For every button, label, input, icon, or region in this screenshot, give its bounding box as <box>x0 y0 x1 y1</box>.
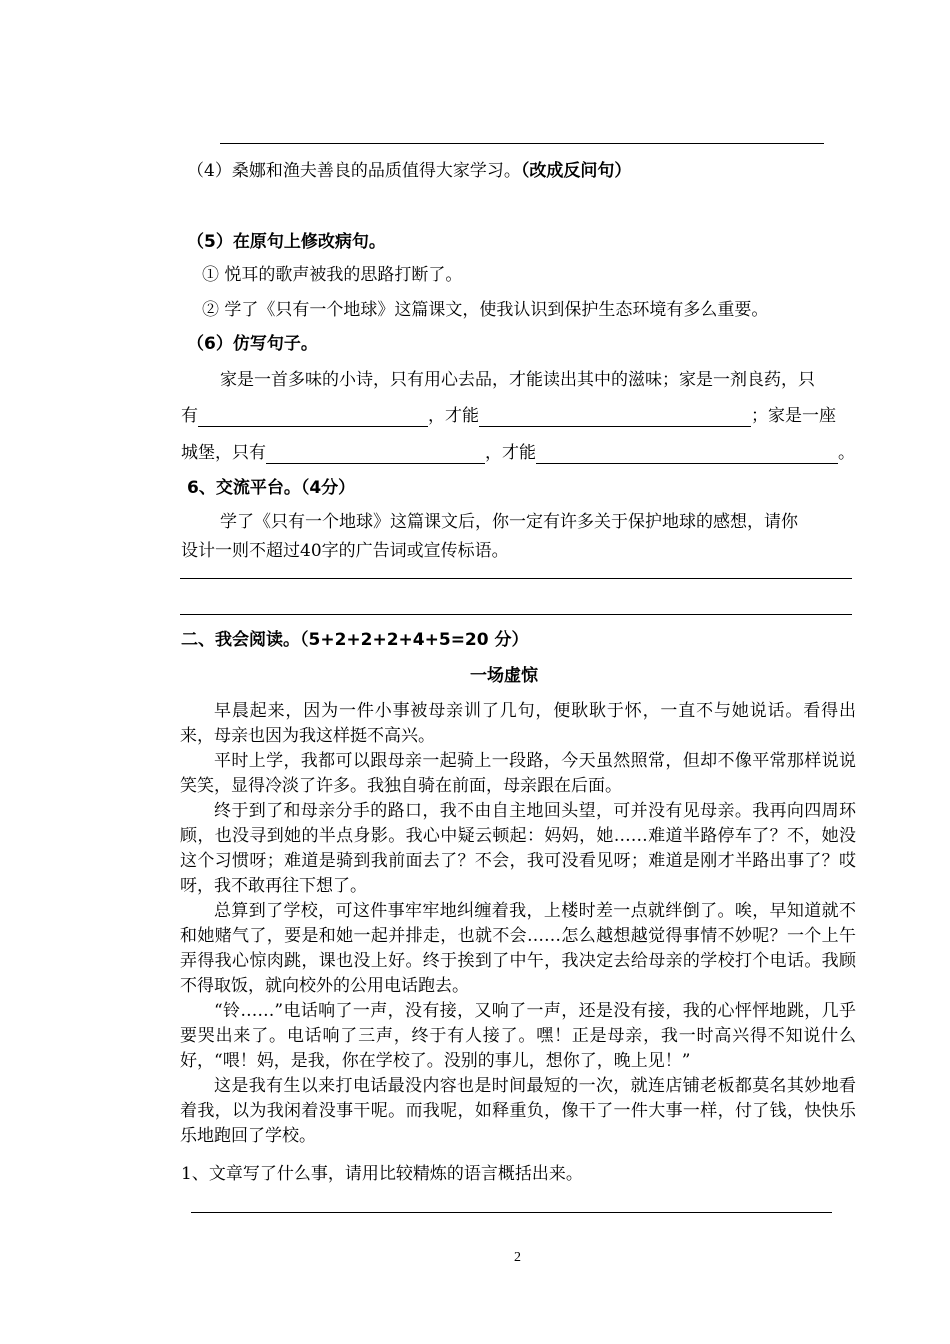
fill-blank[interactable] <box>536 445 838 464</box>
question-5-item-1: ① 悦耳的歌声被我的思路打断了。 <box>202 265 463 285</box>
fill-blank[interactable] <box>266 445 485 464</box>
answer-line <box>180 578 852 579</box>
section-6-prompt-line-1: 学了《只有一个地球》这篇课文后，你一定有许多关于保护地球的感想，请你 <box>220 512 798 532</box>
fill-blank[interactable] <box>479 408 751 427</box>
question-5-item-2: ② 学了《只有一个地球》这篇课文，使我认识到保护生态环境有多么重要。 <box>202 300 769 320</box>
passage-paragraph: 平时上学，我都可以跟母亲一起骑上一段路，今天虽然照常，但却不像平常那样说说笑笑，显得冷淡了许多。我独自骑在前面，母亲跟在后面。 <box>180 751 856 796</box>
imitation-line-2 <box>181 405 836 427</box>
answer-line <box>191 1212 832 1213</box>
passage-body <box>180 699 856 1149</box>
passage-paragraph: “铃……”电话响了一声，没有接，又响了一声，还是没有接，我的心怦怦地跳，几乎要哭出来了。电话响了三声，终于有人接了。嘿！正是母亲，我一时高兴得不知说什么好，“喂！妈，是我，你在学校了。没别的事儿，想你了，晚上见！” <box>180 1001 856 1071</box>
section-2-heading: 二、我会阅读。（5+2+2+2+4+5=20 分） <box>181 630 529 650</box>
question-6-heading: （6）仿写句子。 <box>187 334 318 354</box>
question-4-instruction: （改成反问句） <box>520 161 632 181</box>
passage-paragraph: 终于到了和母亲分手的路口，我不由自主地回头望，可并没有见母亲。我再向四周环顾，也没寻到她的半点身影。我心中疑云顿起：妈妈，她……难道半路停车了？不，她没这个习惯呀；难道是骑到我前面去了？不会，我可没看见呀；难道是刚才半路出事了？哎呀，我不敢再往下想了。 <box>180 801 856 896</box>
section-6-heading: 6、交流平台。（4分） <box>187 478 356 498</box>
reading-question-1: 1、文章写了什么事，请用比较精炼的语言概括出来。 <box>181 1164 583 1184</box>
imitation-text-b: ，才能 <box>428 406 479 426</box>
imitation-text-a: 有 <box>181 406 198 426</box>
passage-paragraph: 这是我有生以来打电话最没内容也是时间最短的一次，就连店铺老板都莫名其妙地看着我，以为我闲着没事干呢。而我呢，如释重负，像干了一件大事一样，付了钱，快快乐乐地跑回了学校。 <box>180 1076 856 1146</box>
passage-paragraph: 早晨起来，因为一件小事被母亲训了几句，便耿耿于怀，一直不与她说话。看得出来，母亲也因为我这样挺不高兴。 <box>180 701 856 746</box>
question-5-heading: （5）在原句上修改病句。 <box>187 232 386 252</box>
page-number: 2 <box>514 1250 521 1265</box>
imitation-line-1: 家是一首多味的小诗，只有用心去品，才能读出其中的滋味；家是一剂良药，只 <box>220 370 815 390</box>
fill-blank[interactable] <box>198 408 428 427</box>
question-4-text: （4）桑娜和渔夫善良的品质值得大家学习。 <box>187 161 521 181</box>
imitation-text-b: ，才能 <box>485 443 536 463</box>
question-4 <box>187 160 631 182</box>
imitation-text-c: ；家是一座 <box>751 406 836 426</box>
imitation-text-a: 城堡，只有 <box>181 443 266 463</box>
imitation-text-c: 。 <box>838 443 855 463</box>
passage-title: 一场虚惊 <box>470 666 538 686</box>
answer-line <box>220 143 824 144</box>
answer-line <box>180 614 852 615</box>
section-6-prompt-line-2: 设计一则不超过40字的广告词或宣传标语。 <box>181 541 509 561</box>
imitation-line-3 <box>181 442 855 464</box>
passage-paragraph: 总算到了学校，可这件事牢牢地纠缠着我，上楼时差一点就绊倒了。唉，早知道就不和她赌气了，要是和她一起并排走，也就不会……怎么越想越觉得事情不妙呢？一个上午弄得我心惊肉跳，课也没上好。终于挨到了中午，我决定去给母亲的学校打个电话。我顾不得取饭，就向校外的公用电话跑去。 <box>180 901 856 996</box>
